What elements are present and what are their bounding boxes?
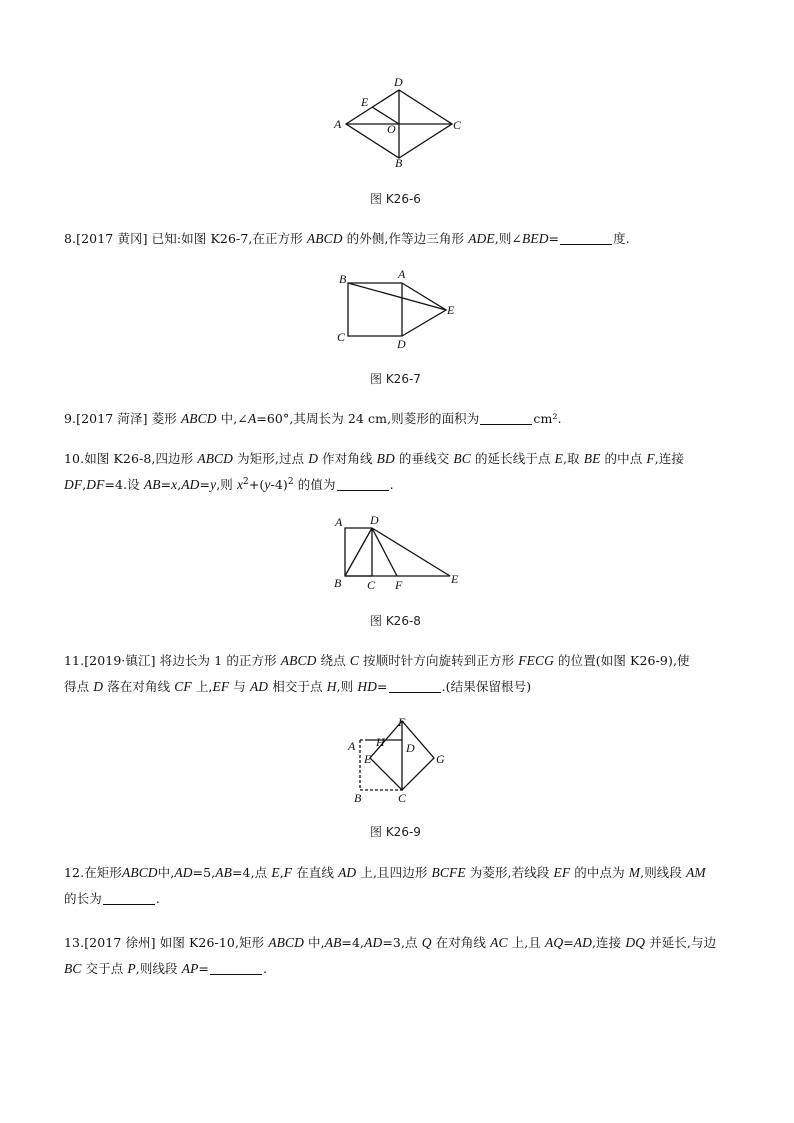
segment-be [348, 283, 446, 310]
q13-var: AC [490, 935, 508, 950]
q10-exponent: 2 [243, 476, 249, 487]
label-f: F [398, 715, 406, 729]
q11-text: 相交于点 [268, 679, 327, 694]
label-b: B [395, 156, 403, 170]
question-12 [64, 860, 734, 912]
label-o: O [387, 122, 396, 136]
q8-number: 8. [64, 231, 77, 246]
label-a: A [348, 739, 356, 753]
q10-text: = [199, 477, 211, 492]
q11-text: 的位置(如图 K26-9),使 [553, 653, 690, 668]
q9-text: =60°,其周长为 24 cm,则菱形的面积为 [256, 411, 480, 426]
figure-k26-8 [330, 514, 470, 594]
label-h: H [376, 735, 385, 749]
q13-text: = [563, 935, 574, 950]
q10-var: E [554, 451, 563, 466]
q8-var: BED [522, 231, 549, 246]
answer-blank[interactable] [389, 679, 441, 693]
q8-text: 已知:如图 K26-7,在正方形 [147, 231, 307, 246]
figure-k26-9 [344, 712, 454, 806]
caption-k26-9: 图 K26-9 [370, 825, 421, 839]
q10-var: y [264, 477, 271, 492]
square-triangle-diagram [334, 266, 464, 350]
q13-text: . [263, 961, 268, 976]
label-e: E [361, 95, 369, 109]
label-c: C [398, 791, 407, 805]
label-g: G [436, 752, 445, 766]
q9-text: 中,∠ [216, 411, 248, 426]
q9-number: 9. [64, 411, 77, 426]
label-d: D [406, 741, 415, 755]
q11-var: FECG [518, 653, 554, 668]
q11-var: AD [249, 679, 269, 694]
q11-text: 与 [229, 679, 250, 694]
q11-var: EF [212, 679, 230, 694]
q10-var: AB [143, 477, 161, 492]
q12-text: 的中点为 [570, 865, 629, 880]
q11-text: 绕点 [316, 653, 350, 668]
q10-text: 的延长线于点 [470, 451, 555, 466]
label-b: B [354, 791, 362, 805]
q8-text: 的外侧,作等边三角形 [342, 231, 469, 246]
q12-var: E [271, 865, 280, 880]
q10-var: D [308, 451, 319, 466]
q11-var: D [93, 679, 104, 694]
q10-text: , [82, 477, 87, 492]
q9-text: 菱形 [147, 411, 181, 426]
q9-source: [2017 菏泽] [76, 411, 148, 426]
q12-text: =5, [192, 865, 216, 880]
q8-source: [2017 黄冈] [76, 231, 148, 246]
q10-var: ABCD [197, 451, 233, 466]
q10-var: AD [181, 477, 200, 492]
q10-text: -4) [270, 477, 288, 492]
q12-var: AM [686, 865, 706, 880]
q13-var: AP [181, 961, 199, 976]
q9-var: ABCD [180, 411, 217, 426]
rotated-square-diagram [344, 712, 454, 806]
q12-text: . [155, 891, 160, 906]
q10-var: DF [86, 477, 105, 492]
q10-var: F [646, 451, 655, 466]
answer-blank[interactable] [103, 891, 155, 905]
q10-text: +( [248, 477, 265, 492]
q13-text: 中, [303, 935, 325, 950]
q11-number: 11. [64, 653, 85, 668]
q11-text: 上, [191, 679, 213, 694]
answer-blank[interactable] [480, 411, 532, 425]
q13-text: 上,且 [507, 935, 545, 950]
q13-var: DQ [625, 935, 646, 950]
q10-text: ,连接 [654, 451, 685, 466]
q8-var: ABCD [306, 231, 343, 246]
label-e: E [447, 303, 455, 317]
question-11 [64, 648, 734, 700]
q10-text: ,则 [216, 477, 237, 492]
q13-text: =4, [341, 935, 365, 950]
q13-text: 并延长,与边 [645, 935, 717, 950]
q10-text: = [160, 477, 172, 492]
q8-text: = [548, 231, 560, 246]
label-a: A [398, 267, 406, 281]
q13-var: AD [573, 935, 592, 950]
q13-text: ,则线段 [135, 961, 182, 976]
label-f: F [395, 578, 403, 592]
q13-var: AD [364, 935, 383, 950]
segment-bd [345, 528, 372, 576]
q13-var: P [127, 961, 136, 976]
q11-text: 将边长为 1 的正方形 [155, 653, 281, 668]
q13-number: 13. [64, 935, 85, 950]
question-10 [64, 446, 734, 498]
q13-text: 如图 K26-10,矩形 [155, 935, 269, 950]
q9-var: A [247, 411, 257, 426]
q12-var: M [628, 865, 641, 880]
q12-text: 的长为 [64, 891, 102, 906]
q11-text: 得点 [64, 679, 94, 694]
q12-text: 为菱形,若线段 [465, 865, 554, 880]
label-b: B [339, 272, 347, 286]
q8-text: 度. [613, 231, 630, 246]
q11-var: H [326, 679, 337, 694]
question-13 [64, 930, 734, 982]
q11-var: ABCD [280, 653, 317, 668]
label-d: D [370, 513, 379, 527]
q8-text: ,则∠ [494, 231, 522, 246]
q12-var: AB [215, 865, 232, 880]
rectangle-extension-diagram [330, 514, 470, 594]
label-e: E [451, 572, 459, 586]
q13-text: ,连接 [591, 935, 626, 950]
q12-var: AD [338, 865, 357, 880]
q13-var: AQ [545, 935, 564, 950]
q10-text: ,取 [562, 451, 584, 466]
q13-text: 交于点 [81, 961, 128, 976]
q8-var: ADE [468, 231, 495, 246]
label-b: B [334, 576, 342, 590]
q12-var: AD [174, 865, 193, 880]
label-d: D [397, 337, 406, 351]
q10-var: x [236, 477, 244, 492]
q12-number: 12. [64, 865, 85, 880]
q12-var: F [283, 865, 293, 880]
q13-var: Q [421, 935, 432, 950]
q12-text: 在矩形 [84, 865, 122, 880]
q12-text: , [279, 865, 284, 880]
q11-source: [2019·镇江] [84, 653, 156, 668]
q10-var: BE [583, 451, 601, 466]
q13-text: 在对角线 [431, 935, 491, 950]
q13-text: = [198, 961, 209, 976]
q12-var: BCFE [431, 865, 466, 880]
q11-text: .(结果保留根号) [441, 679, 532, 694]
figure-k26-7 [334, 266, 464, 350]
label-c: C [453, 118, 462, 132]
label-d: D [394, 75, 403, 89]
q10-text: 作对角线 [318, 451, 377, 466]
answer-blank[interactable] [337, 477, 389, 491]
q12-text: 在直线 [292, 865, 339, 880]
q13-source: [2017 徐州] [84, 935, 156, 950]
q10-text: =4.设 [104, 477, 144, 492]
q10-text: 的值为 [293, 477, 336, 492]
q10-number: 10. [64, 451, 85, 466]
label-e: E [364, 752, 372, 766]
q12-var: EF [553, 865, 571, 880]
caption-k26-6: 图 K26-6 [370, 192, 421, 206]
q12-text: =4,点 [231, 865, 272, 880]
q10-text: 的垂线交 [394, 451, 454, 466]
q10-var: BC [453, 451, 471, 466]
segment-de [372, 528, 450, 576]
q10-var: y [210, 477, 217, 492]
q10-text: . [389, 477, 394, 492]
answer-blank[interactable] [560, 231, 612, 245]
label-c: C [337, 330, 346, 344]
q10-var: x [171, 477, 178, 492]
q10-text: 的中点 [600, 451, 647, 466]
q11-var: HD [357, 679, 378, 694]
q11-text: = [377, 679, 388, 694]
q11-text: ,则 [336, 679, 358, 694]
label-a: A [335, 515, 343, 529]
q12-var: ABCD [122, 865, 158, 880]
figure-k26-6 [332, 76, 462, 168]
question-8 [64, 226, 734, 252]
caption-k26-7: 图 K26-7 [370, 372, 421, 386]
q10-text: 为矩形,过点 [233, 451, 309, 466]
q11-var: C [349, 653, 359, 668]
q13-var: ABCD [268, 935, 304, 950]
label-a: A [334, 117, 342, 131]
rhombus-diagram [332, 76, 462, 168]
caption-k26-8: 图 K26-8 [370, 614, 421, 628]
question-9 [64, 406, 734, 432]
q10-var: DF [64, 477, 83, 492]
triangle-ade [402, 283, 446, 336]
q13-text: =3,点 [382, 935, 422, 950]
q9-text: cm². [533, 411, 562, 426]
label-c: C [367, 578, 376, 592]
q11-text: 落在对角线 [103, 679, 175, 694]
q11-text: 按顺时针方向旋转到正方形 [358, 653, 519, 668]
answer-blank[interactable] [210, 961, 262, 975]
q13-var: AB [324, 935, 342, 950]
q12-text: 上,且四边形 [356, 865, 432, 880]
q12-text: ,则线段 [640, 865, 687, 880]
q12-text: 中, [157, 865, 175, 880]
q10-text: , [177, 477, 182, 492]
q13-var: BC [64, 961, 82, 976]
q11-var: CF [174, 679, 192, 694]
q10-text: 如图 K26-8,四边形 [84, 451, 198, 466]
q10-var: BD [376, 451, 395, 466]
q10-exponent: 2 [287, 476, 294, 487]
